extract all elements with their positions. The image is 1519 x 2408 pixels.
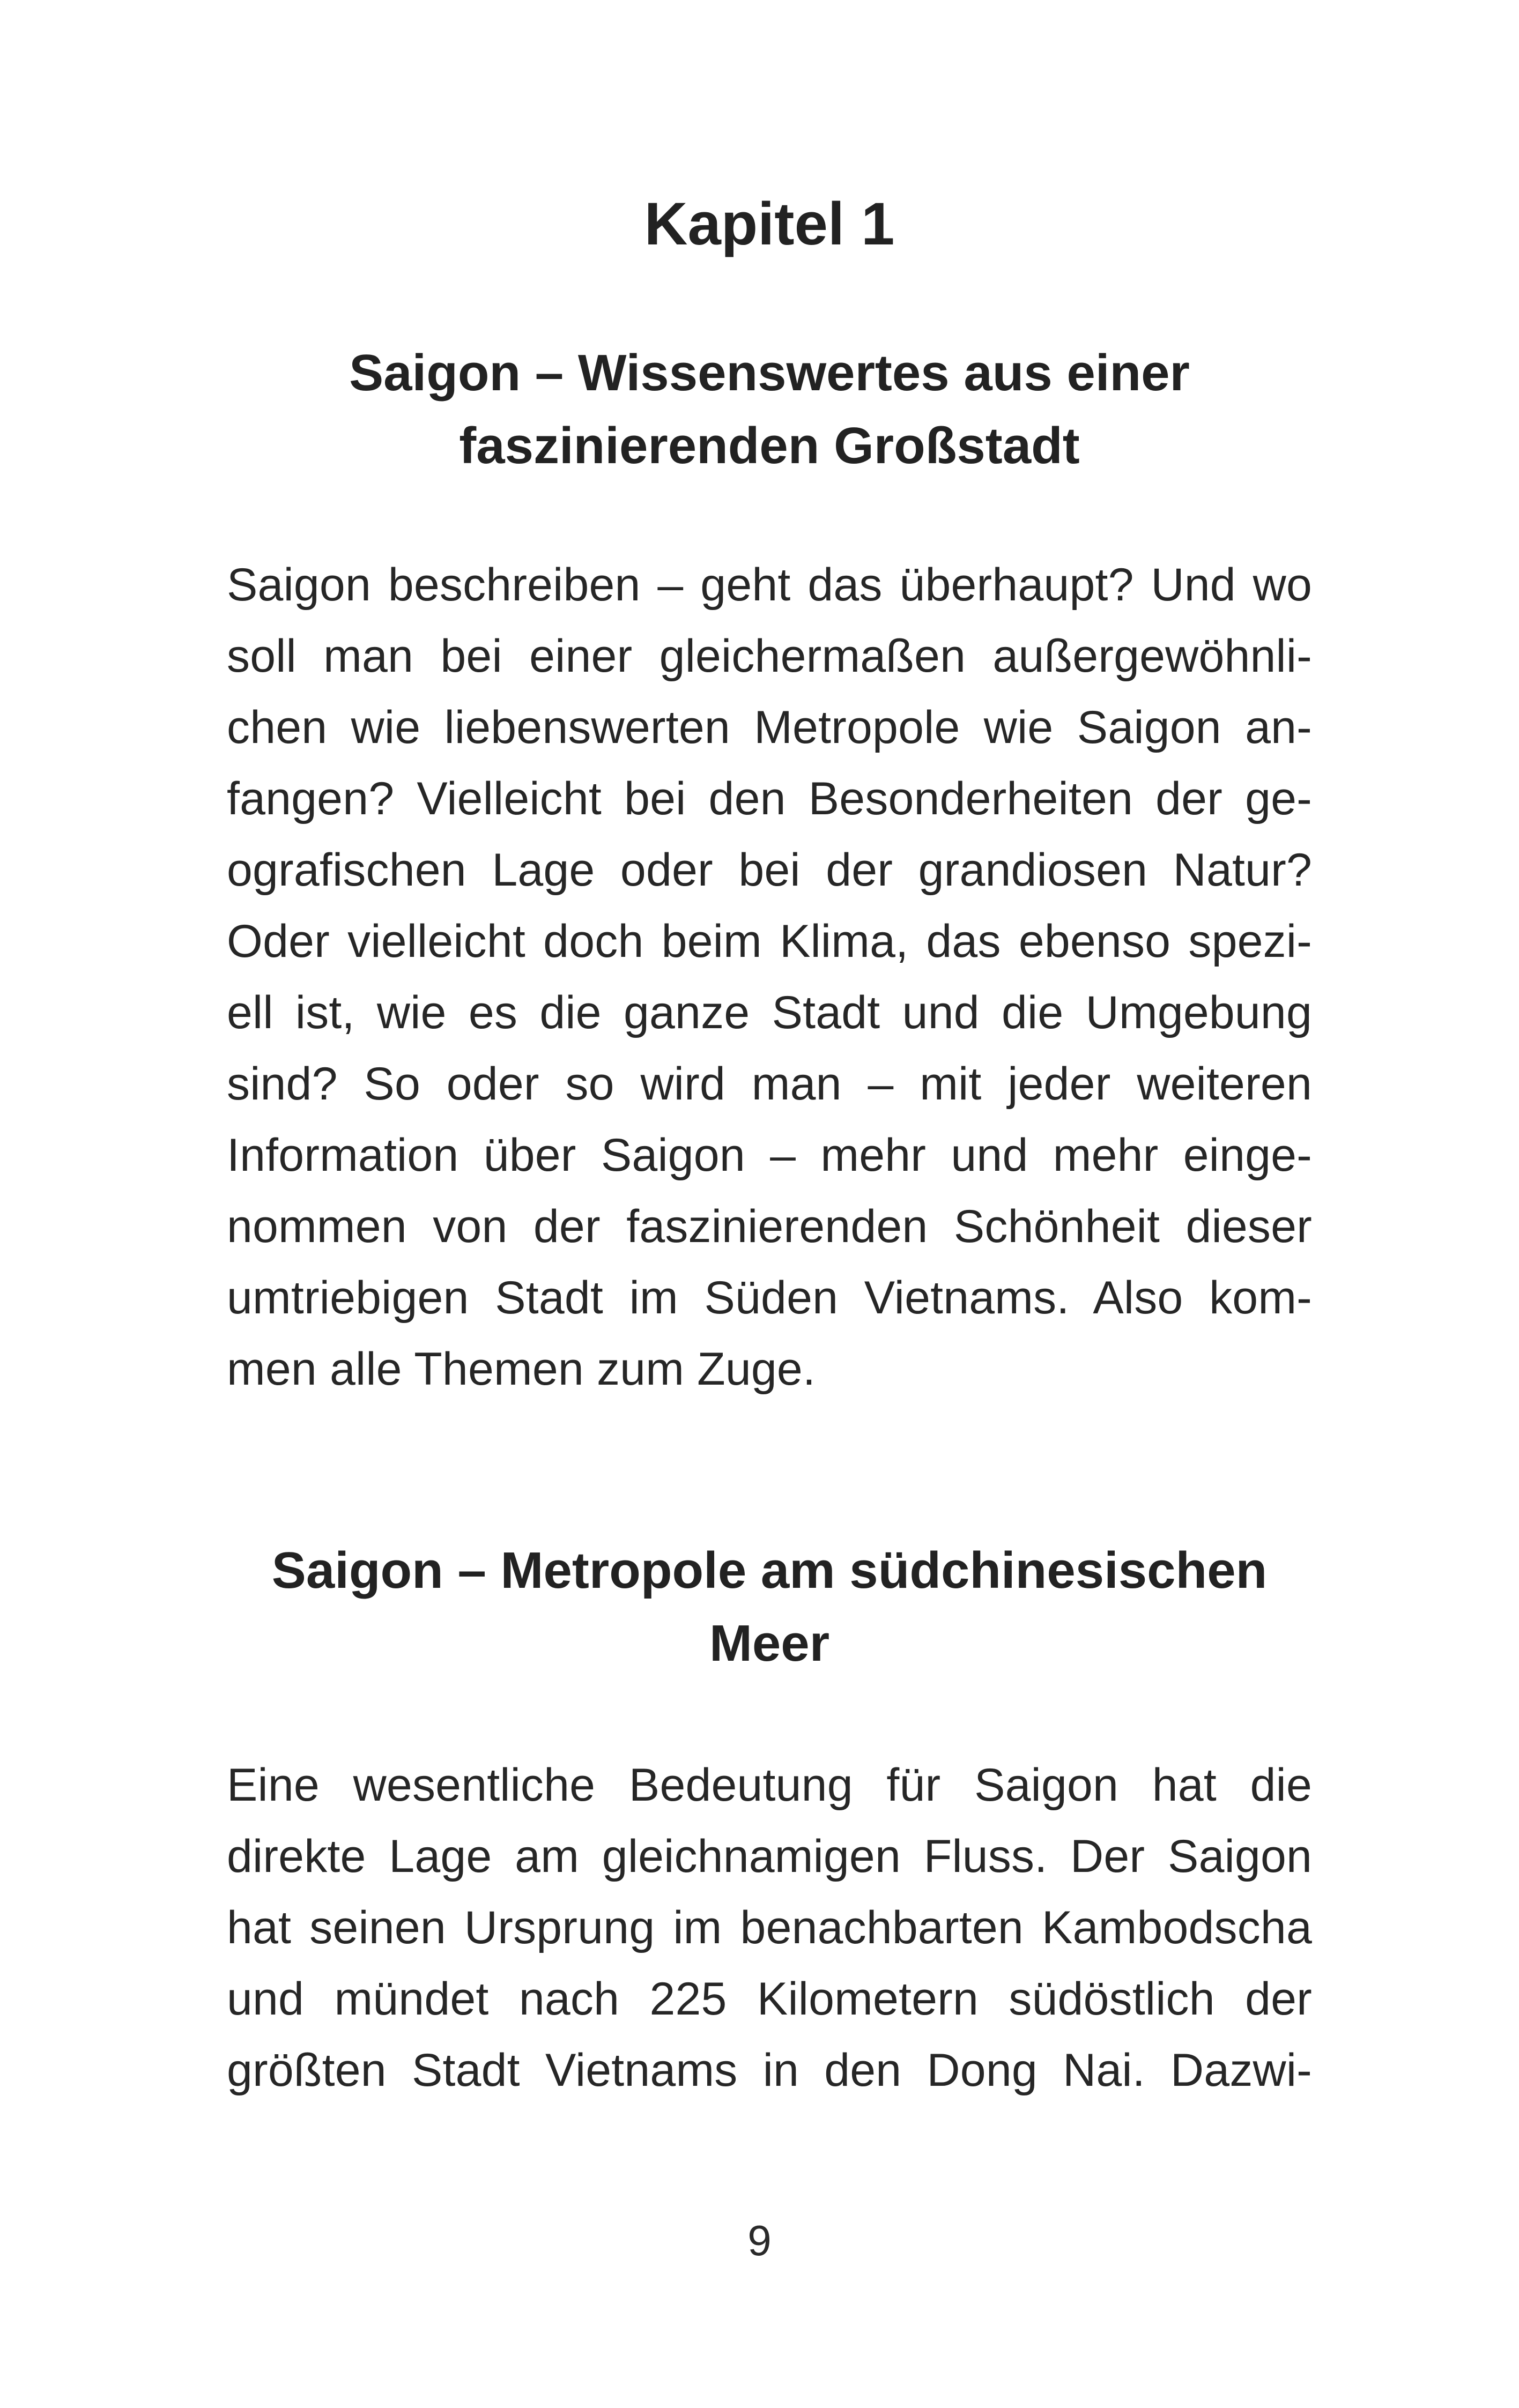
paragraph-line: größten Stadt Vietnams in den Dong Nai. Dazwi- <box>227 2045 1312 2096</box>
paragraph-line: men alle Themen zum Zuge. <box>227 1343 816 1395</box>
paragraph-line: Eine wesentliche Bedeutung für Saigon hat die <box>227 1759 1312 1811</box>
body-paragraph <box>227 549 1312 1405</box>
section-heading <box>227 337 1312 482</box>
paragraph-line: chen wie liebenswerten Metropole wie Saigon an- <box>227 702 1312 753</box>
body-paragraph <box>227 1750 1312 2106</box>
page-number: 9 <box>747 2217 772 2264</box>
paragraph-line: Information über Saigon – mehr und mehr einge- <box>227 1129 1312 1181</box>
paragraph-line: nommen von der faszinierenden Schönheit dieser <box>227 1201 1312 1252</box>
section-heading-line: faszinierenden Großstadt <box>459 417 1080 474</box>
chapter-title: Kapitel 1 <box>644 190 895 257</box>
section-heading <box>227 1534 1312 1680</box>
paragraph-line: sind? So oder so wird man – mit jeder weiteren <box>227 1058 1312 1110</box>
paragraph-line: Oder vielleicht doch beim Klima, das ebenso spezi- <box>227 916 1312 967</box>
paragraph-line: Saigon beschreiben – geht das überhaupt? Und wo <box>227 559 1312 611</box>
paragraph-line: fangen? Vielleicht bei den Besonderheiten der ge- <box>227 773 1312 824</box>
paragraph-line: umtriebigen Stadt im Süden Vietnams. Also kom- <box>227 1272 1312 1324</box>
section-heading-line: Saigon – Metropole am südchinesischen <box>271 1542 1268 1599</box>
section-heading-line: Saigon – Wissenswertes aus einer <box>349 344 1190 402</box>
paragraph-line: ografischen Lage oder bei der grandiosen Natur? <box>227 844 1312 896</box>
paragraph-line: ell ist, wie es die ganze Stadt und die Umgebung <box>227 987 1312 1038</box>
paragraph-line: soll man bei einer gleichermaßen außergewöhnli- <box>227 630 1312 682</box>
paragraph-line: direkte Lage am gleichnamigen Fluss. Der Saigon <box>227 1831 1312 1882</box>
paragraph-line: und mündet nach 225 Kilometern südöstlich der <box>227 1973 1312 2025</box>
section-heading-line: Meer <box>709 1615 830 1672</box>
paragraph-line: hat seinen Ursprung im benachbarten Kambodscha <box>227 1902 1312 1953</box>
